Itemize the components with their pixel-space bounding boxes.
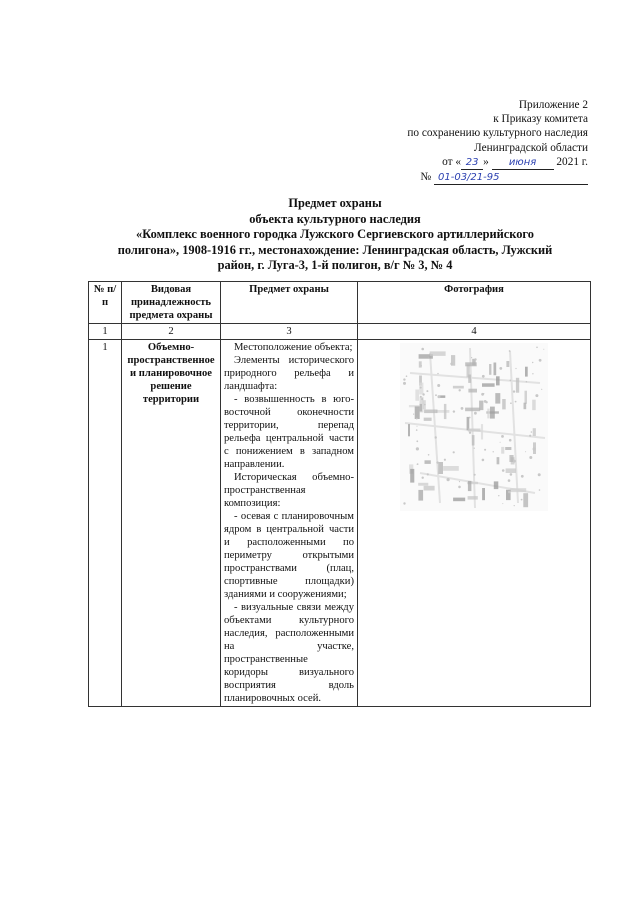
header-number: № п/п — [89, 282, 122, 324]
row-photo — [358, 340, 591, 707]
appendix-header — [407, 98, 588, 185]
header-subject: Предмет охраны — [221, 282, 358, 324]
row-number: 1 — [89, 340, 122, 707]
appendix-label: Приложение 2 — [518, 99, 588, 111]
table-row — [89, 340, 591, 707]
territory-map-image — [400, 343, 548, 511]
document-title: Предмет охраны объекта культурного наследия «Комплекс военного городка Лужского Сергиевского артиллерийского полигона», 1908-1916 гг., местонахождение: Ленинградская область, Лужский район, г. Луга-3, 1-й полигон, в/г № 3, № 4 — [117, 196, 553, 273]
header-type: Видовая принадлежность предмета охраны — [122, 282, 221, 324]
date-day: 23 — [461, 157, 483, 170]
protection-table — [88, 281, 591, 707]
order-reference: к Приказу комитета — [493, 113, 588, 126]
row-type: Объемно-пространственное и планировочное решение территории — [122, 340, 221, 707]
region-name: Ленинградской области — [474, 141, 588, 154]
date-year: 2021 г. — [556, 155, 588, 168]
row-subject: Местоположение объекта; Элементы исторического природного рельефа и ландшафта: - возвышенность в юго-восточной оконечности территории, перепад рельефа центральной части с понижением в западном направлении. Историческая объемно-пространственная композиция: - осевая с планировочным ядром в центральной части и расположенными по периметру открытыми пространствами (плац, спортивные площадки) зданиями и сооружениями; - визуальные связи между объектами культурного наследия, расположенными на участке, пространственные коридоры визуального восприятия вдоль планировочных осей. — [221, 340, 358, 707]
committee-name: по сохранению культурного наследия — [407, 127, 588, 140]
table-header-row — [89, 282, 591, 324]
order-number-value: 01-03/21-95 — [434, 172, 588, 185]
order-date: от « 23 » июня 2021 г. — [442, 155, 588, 168]
column-numbering-row: 1 2 3 4 — [89, 324, 591, 340]
order-number: № 01-03/21-95 — [407, 170, 588, 185]
header-photo: Фотография — [358, 282, 591, 324]
date-month: июня — [492, 157, 554, 170]
